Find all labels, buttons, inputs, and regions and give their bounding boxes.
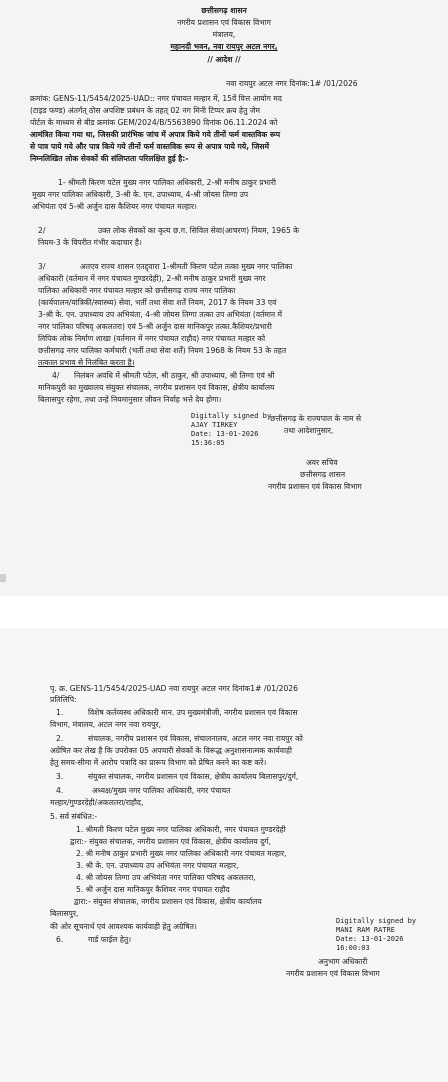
para3-line: तत्काल प्रभाव से निलंबित करता है। <box>38 358 135 367</box>
para2-line: नियम-3 के विपरीत गंभीर कदाचार है। <box>38 238 142 247</box>
digital-sig-date: Date: 13-01-2026 <box>336 935 404 943</box>
governor-line: छत्तीसगढ़ के राज्यपाल के नाम से <box>270 414 362 423</box>
concerned-item: 3. श्री के. एन. उपाध्याय उप अभियंता नगर पंचायत मल्हार, <box>76 861 239 870</box>
signatory-govt: छत्तीसगढ़ शासन <box>300 470 346 479</box>
copy-item-number: 2. <box>56 734 64 743</box>
page-gap <box>0 596 448 628</box>
concerned-item: 1. श्रीमती किरण पटेल मुख्य नगर पालिका अधिकारी, नगर पंचायत गुण्डरदेही <box>76 825 286 834</box>
intro-line: क्रमांक: GENS-11/5454/2025-UAD:: नगर पंचायत मल्हार में, 15वें वित्त आयोग मद <box>30 94 282 103</box>
copy-item-line: विभाग, मंत्रालय, अटल नगर नवा रायपुर, <box>50 720 162 729</box>
intro-line: आमंत्रित किया गया था, जिसकी प्रारंभिक जांच में अपात्र किये गये तीनों फर्म वास्तविक रूप <box>30 130 281 139</box>
copy-item-number: 3. <box>56 772 64 781</box>
concerned-item: द्वारा:- संयुक्त संचालक, नगरीय प्रशासन एवं विकास, क्षेत्रीय कार्यालय दुर्ग, <box>70 837 271 846</box>
para3-line: नगर पालिका परिषद् अकलतरा) एवं 5-श्री अर्जुन दास मानिकपुर तत्का.कैशियर/प्रभारी <box>38 322 272 331</box>
para1-line: 1- श्रीमती किरण पटेल मुख्य नगर पालिका अधिकारी, 2-श्री मनीष ठाकुर प्रभारी <box>58 178 276 187</box>
copy-item-line: संयुक्त संचालक, नगरीय प्रशासन एवं विकास, क्षेत्रीय कार्यालय बिलासपुर/दुर्ग, <box>88 772 299 781</box>
para1-line: अभियंता एवं 5-श्री अर्जुन दास कैशियर नगर पंचायत मल्हार। <box>32 202 197 211</box>
digital-sig-line: Digitally signed by <box>336 917 417 925</box>
copy-item-line: मल्हार/गुण्डरदेही/अकलतरा/राहौद, <box>50 798 144 807</box>
digital-sig-time: 16:00:03 <box>336 944 370 952</box>
copy-item-6-number: 6. <box>56 935 64 944</box>
para2-number: 2/ <box>38 226 46 235</box>
header-address: महानदी भवन, नवा रायपुर अटल नगर, <box>170 42 278 51</box>
para3-line: अतएव राज्य शासन एतद्द्वारा 1-श्रीमती किरण पटेल तत्का मुख्य नगर पालिका <box>80 262 293 271</box>
copy-item-5-label: 5. सर्व संबंधित:- <box>50 812 98 821</box>
signatory-designation: अवर सचिव <box>306 458 338 467</box>
copy-item-line: संचालक, नगरीय प्रशासन एवं विकास, संचालनालय, अटल नगर नवा रायपुर को <box>88 734 303 743</box>
signatory-dept: नगरीय प्रशासन एवं विकास विभाग <box>268 482 362 491</box>
digital-sig-name: MANI RAM RATRE <box>336 926 396 934</box>
concerned-item: 5. श्री अर्जुन दास मानिकपुर कैशियर नगर पंचायत राहौद <box>76 885 230 894</box>
digital-sig-time: 15:36:05 <box>191 439 225 447</box>
order-date: नवा रायपुर अटल नगर दिनांक:1# /01/2026 <box>226 79 358 88</box>
para4-line: बिलासपुर रहेगा, तथा उन्हें नियमानुसार जीवन निर्वाह भत्ते देय होगा। <box>38 395 222 404</box>
para3-line: 3-श्री के. एन. उपाध्याय उप अभियंता, 4-श्री जोयस तिग्गा तत्का उप अभियंता (वर्तमान में <box>38 310 283 319</box>
para3-line: (कार्यपालन/यांत्रिकी/स्वास्थ्य) सेवा, भर्ती तथा सेवा शर्तें नियम, 2017 के नियम 33 एवं <box>38 298 277 307</box>
signatory-title: अनुभाग अधिकारी <box>318 957 368 966</box>
intro-line: (टाइड फण्ड) अंतर्गत् ठोस अपशिष्ट प्रबंधन के तहत् 02 नग मिनी टिप्पर क्रय हेतु जेम <box>30 106 260 115</box>
para2-line: उक्त लोक सेवकों का कृत्य छ.ग. सिविल सेवा(आचरण) नियम, 1965 के <box>98 226 300 235</box>
copy-item-line: अध्यक्ष/मुख्य नगर पालिका अधिकारी, नगर पंचायत <box>92 786 231 795</box>
para4-number: 4/ <box>52 371 60 380</box>
para3-line: पालिका अधिकारी नगर पंचायत मल्हार को छत्तीसगढ़ राज्य नगर पालिका <box>38 286 236 295</box>
concerned-item: द्वारा:- संयुक्त संचालक, नगरीय प्रशासन एवं विकास, क्षेत्रीय कार्यालय <box>74 897 262 906</box>
copy-item-6-line: गार्ड फाईल हेतु। <box>88 935 132 944</box>
header-order: // आदेश // <box>207 55 241 64</box>
digital-sig-line: Digitally signed by <box>191 412 272 420</box>
para3-line: छत्तीसगढ़ नगर पालिका कर्मचारी (भर्ती तथा सेवा शर्तें) नियम 1968 के नियम 53 के तहत <box>38 346 287 355</box>
copy-item-line: विशेष कर्तव्यस्थ अधिकारी मान. उप मुख्यमंत्रीजी, नगरीय प्रशासन एवं विकास <box>88 708 298 717</box>
digital-sig-date: Date: 13-01-2026 <box>191 430 259 438</box>
header-ministry: मंत्रालय, <box>212 30 236 39</box>
intro-line: पोर्टल के माध्यम से बीड क्रमांक GEM/2024/B/5563890 दिनांक 06.11.2024 को <box>30 118 278 127</box>
copy-to-label: प्रतिलिपि: <box>50 695 77 704</box>
para3-line: लिपिक लोक निर्माण शाखा (वर्तमान में नगर पंचायत राहौद) नगर पंचायत मल्हार को <box>38 334 266 343</box>
intro-line: निम्नलिखित लोक सेवकों की संलिप्तता परिलक्षित हुई है:- <box>30 154 189 163</box>
copy-item-line: अग्रेषित कर लेख है कि उपरोक्त 05 अपचारी सेवकों के विरूद्ध अनुशासनात्मक कार्यवाही <box>50 746 292 755</box>
para1-line: मुख्य नगर पालिका अधिकारी, 3-श्री के. एन. उपाध्याय, 4-श्री जोयस तिग्गा उप <box>32 190 249 199</box>
copy-item-line: हेतु समय-सीमा में आरोप पत्रादि का प्रारूप विभाग को प्रेषित करने का कष्ट करें। <box>50 758 267 767</box>
order-page-2 <box>0 628 448 1082</box>
para4-line: मानिकपुरी का मुख्यालय संयुक्त संचालक, नगरीय प्रशासन एवं विकास, क्षेत्रीय कार्यालय <box>38 383 275 392</box>
digital-sig-name: AJAY TIRKEY <box>191 421 238 429</box>
bilaspur-line: बिलासपुर, <box>50 909 79 918</box>
para3-line: अधिकारी (वर्तमान में नगर पंचायत गुण्डरदेही), 2-श्री मनीष ठाकुर प्रभारी मुख्य नगर <box>38 274 266 283</box>
concerned-item: 2. श्री मनीष ठाकुर प्रभारी मुख्य नगर पालिका अधिकारी नगर पंचायत मल्हार, <box>76 849 287 858</box>
governor-order-line: तथा आदेशानुसार, <box>284 426 334 435</box>
scan-edge-mark <box>0 574 6 582</box>
para3-number: 3/ <box>38 262 46 271</box>
info-line: की ओर सूचनार्थ एवं आवश्यक कार्यवाही हेतु अग्रेषित। <box>50 922 197 931</box>
copy-item-number: 4. <box>56 786 64 795</box>
header-govt: छत्तीसगढ़ शासन <box>201 6 247 15</box>
para4-line: निलंबन अवधि में श्रीमती पटेल, श्री ठाकुर, श्री उपाध्याय, श्री तिग्गा एवं श्री <box>74 371 275 380</box>
header-dept: नगरीय प्रशासन एवं विकास विभाग <box>177 18 271 27</box>
signatory-dept: नगरीय प्रशासन एवं विकास विभाग <box>286 969 380 978</box>
endorsement-header: पृ. क्र. GENS-11/5454/2025-UAD नवा रायपुर अटल नगर दिनांक1# /01/2026 <box>50 684 298 693</box>
concerned-item: 4. श्री जोयस तिग्गा उप अभियंता नगर पालिका परिषद अकलतरा, <box>76 873 256 882</box>
copy-item-number: 1. <box>56 708 64 717</box>
intro-line: से पात्र पाये गये और पात्र किये गये तीनों फर्म वास्तविक रूप से अपात्र पाये गये, जिसमें <box>30 142 270 151</box>
